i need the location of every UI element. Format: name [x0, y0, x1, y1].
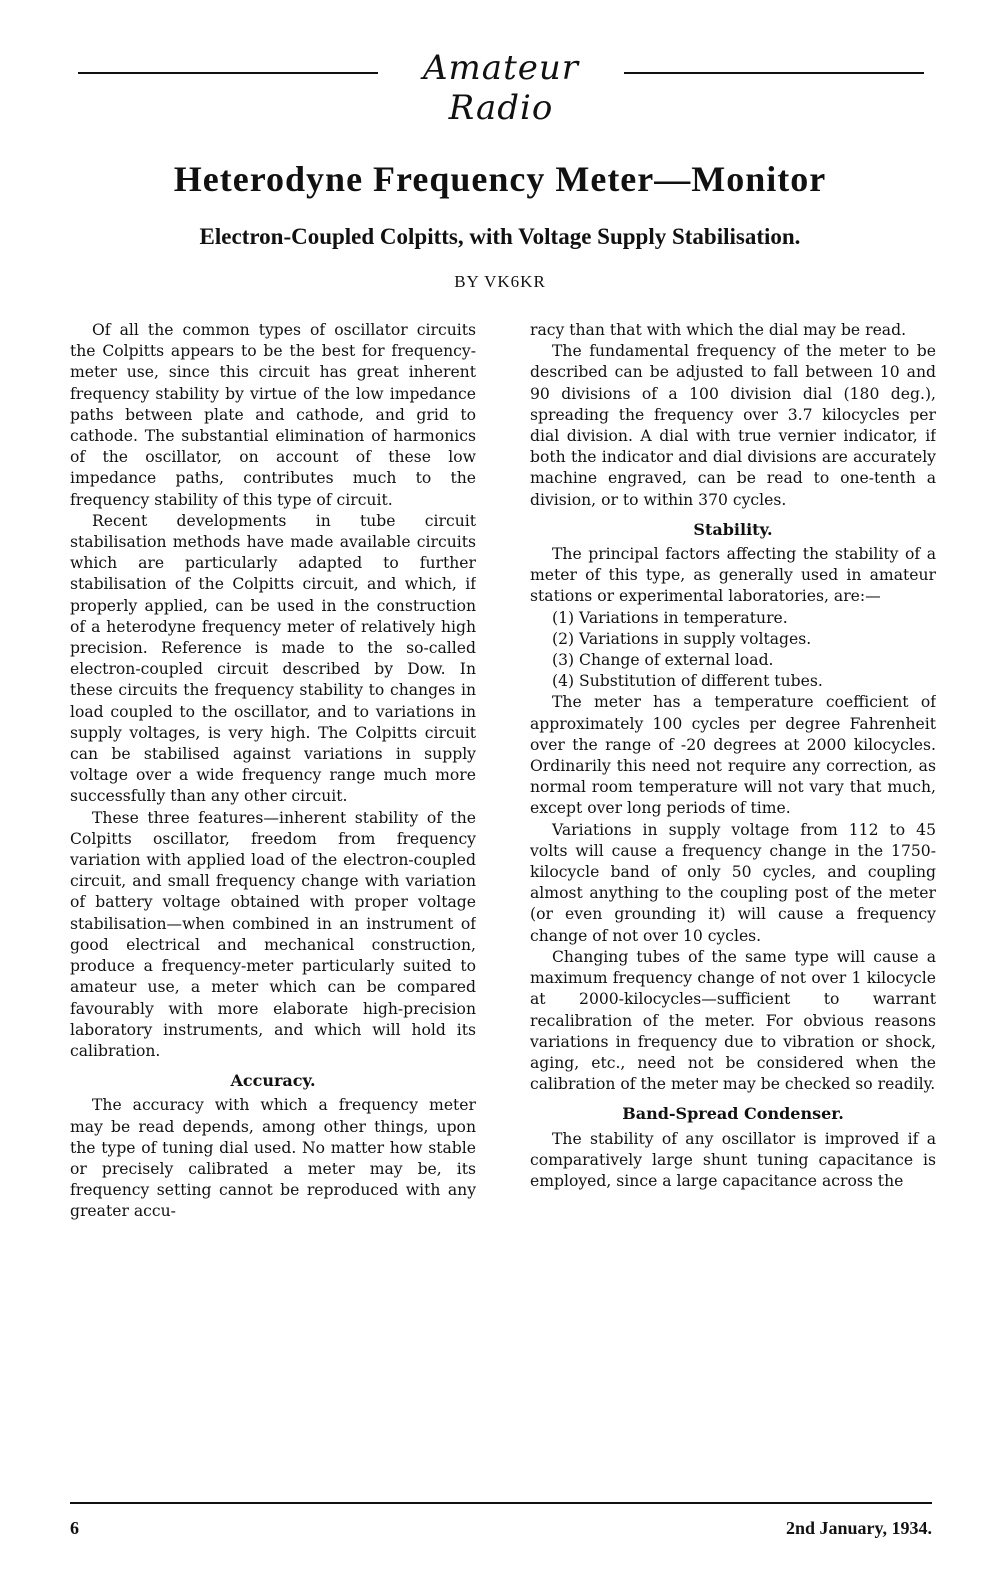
paragraph: The stability of any oscillator is improved if a comparatively large shunt tuning capacitance is employed, since a large capacitance across the — [530, 1129, 936, 1190]
article-subtitle: Electron-Coupled Colpitts, with Voltage Supply Stabilisation. — [199, 224, 801, 249]
paragraph: Changing tubes of the same type will cause a maximum frequency change of not over 1 kilocycle at 2000-kilocycles—sufficient to warrant recalibration of the meter. For obvious reasons variations in frequency due to vibration or shock, aging, etc., need not be considered when the calibration of the meter may be checked so readily. — [530, 947, 936, 1094]
paragraph: Variations in supply voltage from 112 to 45 volts will cause a frequency change in the 1750-kilocycle band of only 50 cycles, and coupling almost anything to the coupling post of the meter (or even grounding it) will cause a frequency change of not over 10 cycles. — [530, 820, 936, 945]
article-title: Heterodyne Frequency Meter—Monitor — [173, 159, 827, 199]
left-column — [70, 320, 476, 1500]
paragraph: The meter has a temperature coefficient of approximately 100 cycles per degree Fahrenheit over the range of -20 degrees at 2000 kilocycles. Ordinarily this need not require any correction, as normal room temperature will not vary that much, except over long periods of time. — [530, 693, 936, 818]
paragraph: These three features—inherent stability of the Colpitts oscillator, freedom from frequency variation with applied load of the electron-coupled circuit, and small frequency change with variation of battery voltage obtained with proper voltage stabilisation—when combined in an instrument of good electrical and mechanical construction, produce a frequency-meter particularly suited to amateur use, a meter which can be compared favourably with more elaborate high-precision laboratory instruments, and which will hold its calibration. — [70, 808, 476, 1060]
paragraph: Of all the common types of oscillator circuits the Colpitts appears to be the best for frequency-meter use, since this circuit has great inherent frequency stability by virtue of the low impedance paths between plate and cathode, and grid to cathode. The substantial elimination of harmonics of the oscillator, on account of these low impedance paths, contributes much to the frequency stability of this type of circuit. — [70, 321, 476, 509]
section-heading-accuracy: Accuracy. — [230, 1071, 316, 1091]
masthead-rule-right — [624, 72, 924, 74]
issue-date: 2nd January, 1934. — [785, 1518, 932, 1538]
page-number: 6 — [70, 1518, 79, 1538]
paragraph-continued: racy than that with which the dial may be read. — [530, 321, 907, 339]
article-byline: BY VK6KR — [454, 272, 546, 291]
section-heading-band-spread-condenser: Band-Spread Condenser. — [622, 1104, 844, 1124]
masthead-logo: Amateur Radio — [423, 48, 579, 128]
list-item: (1) Variations in temperature. — [552, 608, 788, 627]
masthead-rule-left — [78, 72, 378, 74]
masthead — [78, 48, 924, 128]
paragraph: The fundamental frequency of the meter to be described can be adjusted to fall between 10 and 90 divisions of a 100 division dial (180 deg.), spreading the frequency over 3.7 kilocycles per dial division. A dial with true vernier indicator, if both the indicator and dial divisions are accurately machine engraved, can be read to one-tenth a division, or to within 370 cycles. — [530, 342, 936, 509]
list-item: (2) Variations in supply voltages. — [552, 629, 812, 648]
section-heading-stability: Stability. — [693, 519, 773, 539]
list-item: (4) Substitution of different tubes. — [552, 672, 823, 691]
paragraph: The accuracy with which a frequency meter may be read depends, among other things, upon the type of tuning dial used. No matter how stable or precisely calibrated a meter may be, its frequency setting cannot be reproduced with any greater accu- — [70, 1096, 476, 1221]
footer-rule — [70, 1502, 932, 1504]
paragraph: The principal factors affecting the stability of a meter of this type, as generally used in amateur stations or experimental laboratories, are:— — [530, 545, 936, 606]
right-column — [530, 320, 936, 1500]
factor-list — [530, 608, 936, 693]
list-item: (3) Change of external load. — [552, 651, 774, 670]
paragraph: Recent developments in tube circuit stabilisation methods have made available circuits which are particularly adapted to further stabilisation of the Colpitts circuit, and which, if properly applied, can be used in the construction of a heterodyne frequency meter of relatively high precision. Reference is made to the so-called electron-coupled circuit described by Dow. In these circuits the frequency stability to changes in load coupled to the oscillator, and to variations in supply voltages, is very high. The Colpitts circuit can be stabilised against variations in supply voltage over a wide frequency range much more successfully than any other circuit. — [70, 511, 476, 806]
